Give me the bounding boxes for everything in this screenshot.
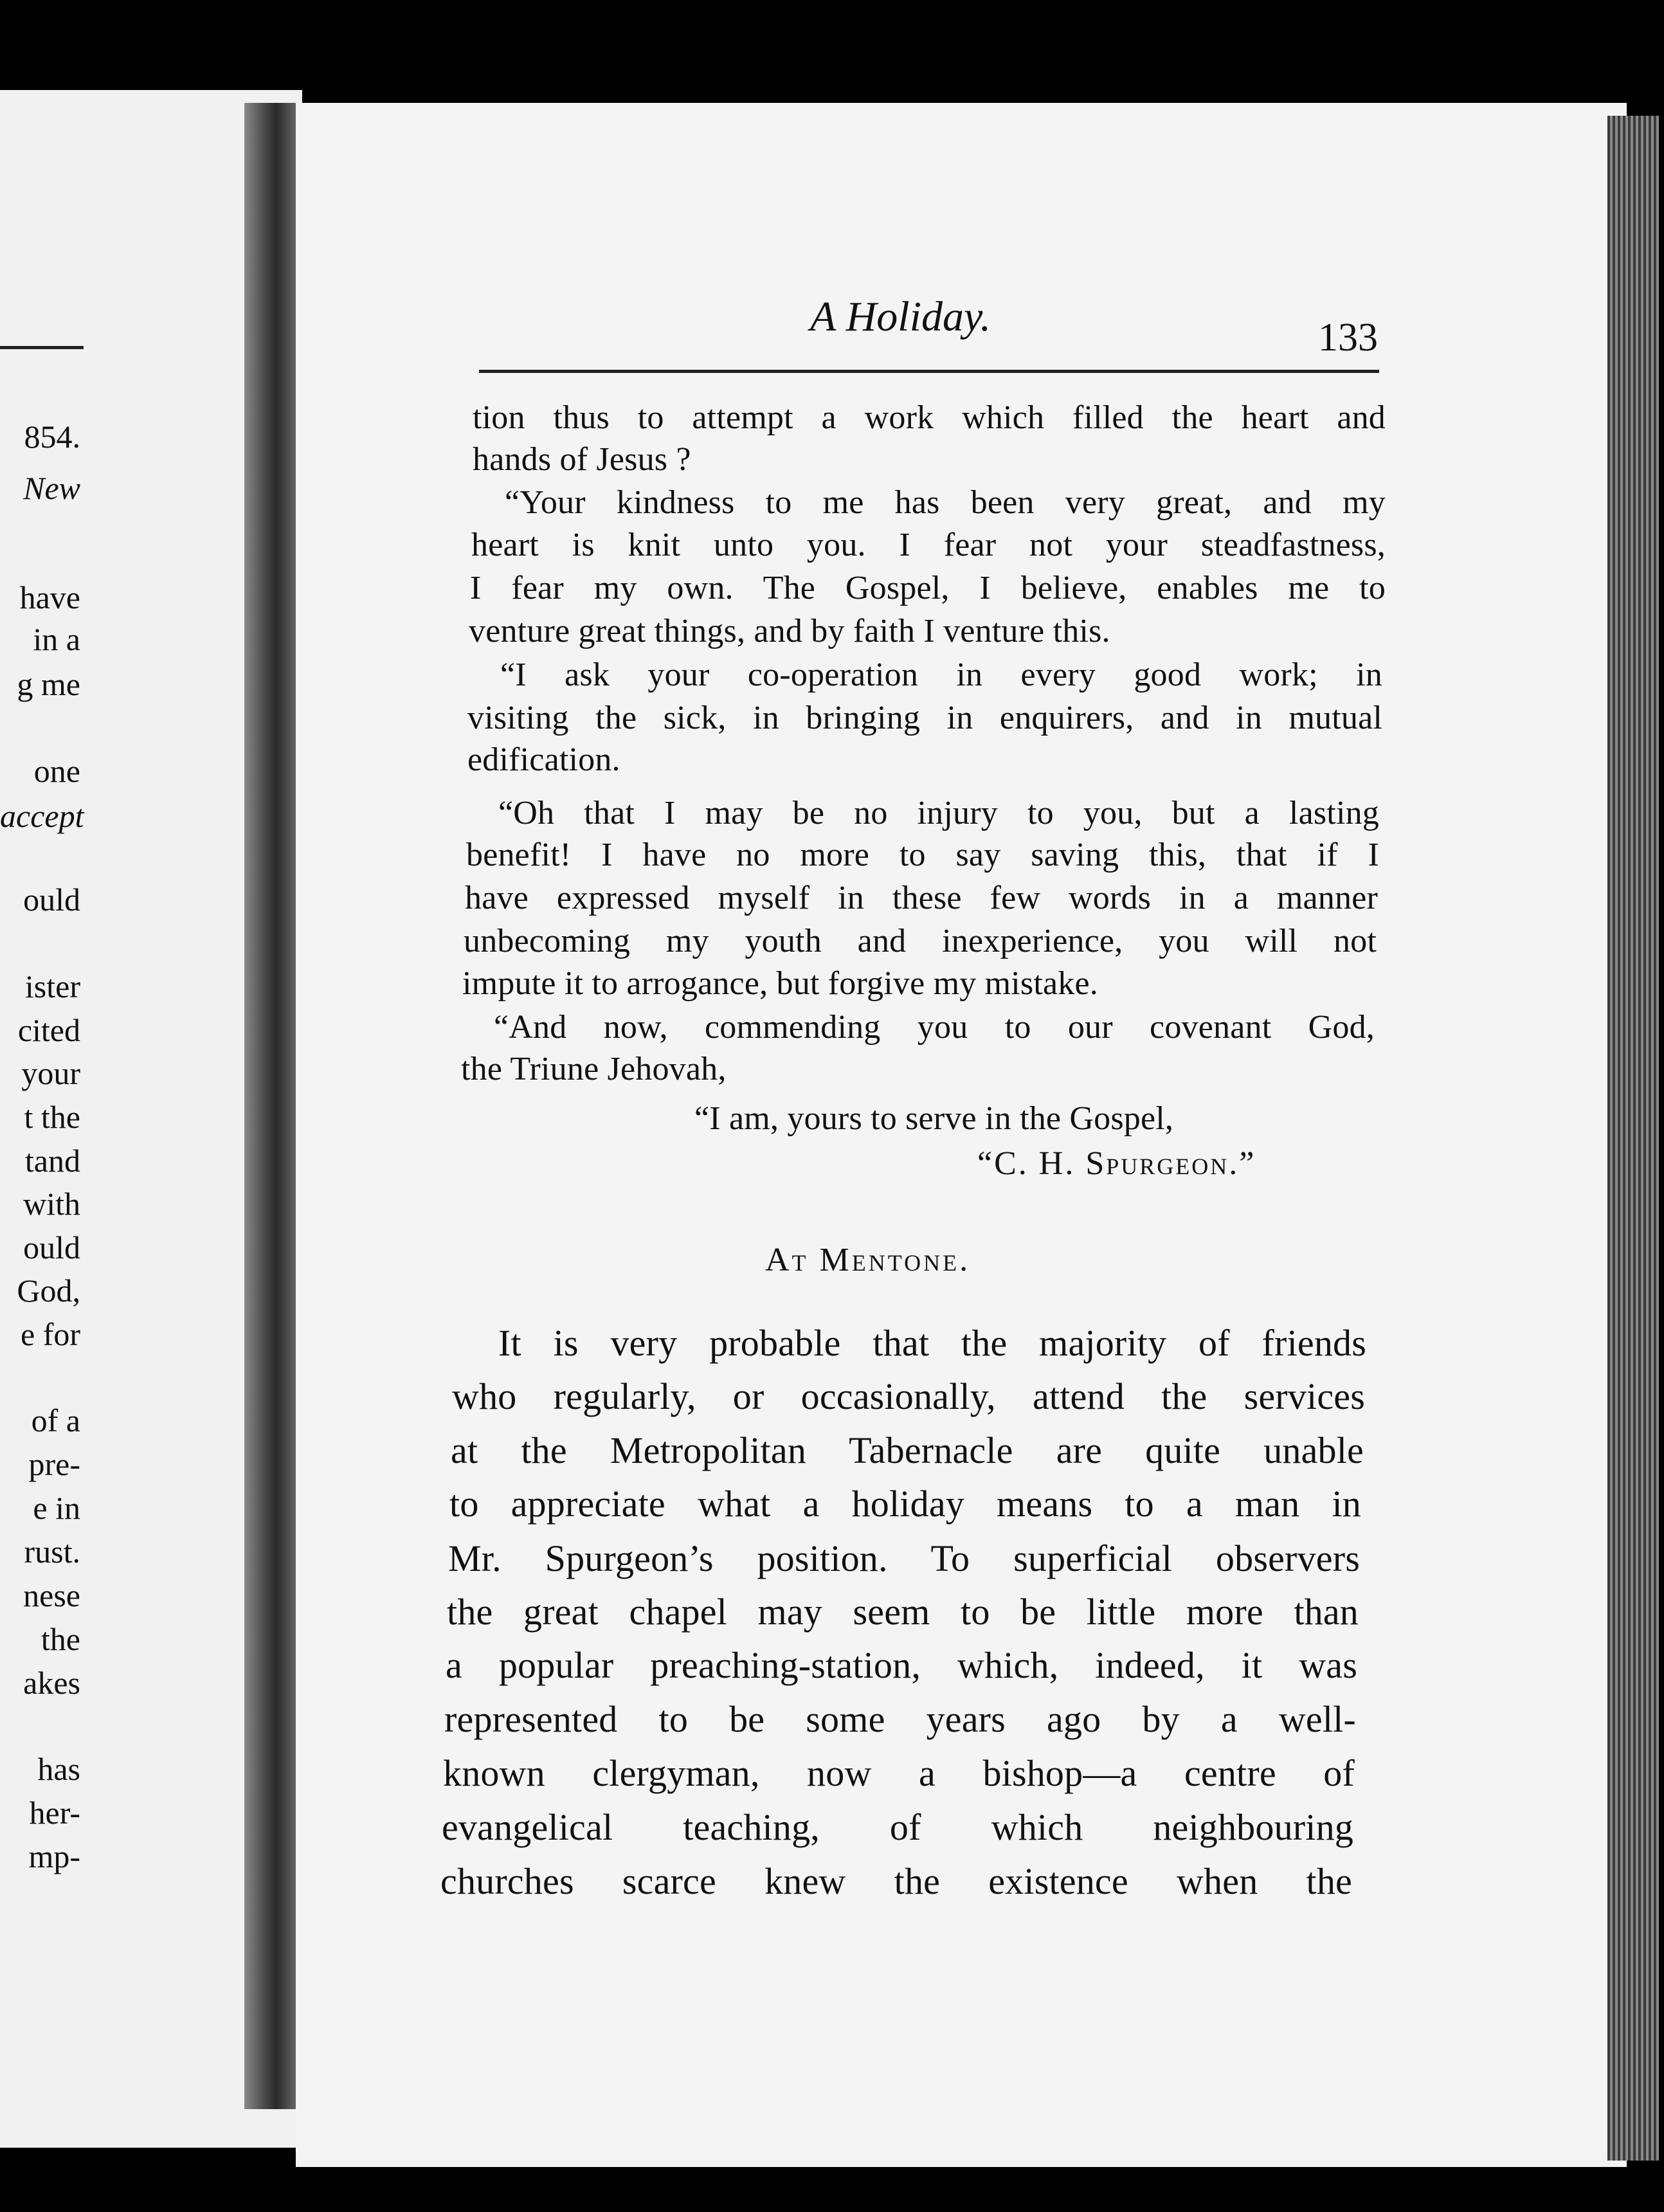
left-page-line: God, bbox=[17, 1273, 80, 1309]
left-page-line: rust. bbox=[24, 1534, 80, 1570]
left-page-line: e for bbox=[21, 1316, 80, 1352]
left-page-line: the bbox=[41, 1621, 80, 1657]
body-line: visiting the sick, in bringing in enquirers, and in mutual bbox=[467, 700, 1382, 736]
left-page-line: ould bbox=[23, 1229, 80, 1265]
signature: “C. H. Spurgeon.” bbox=[977, 1145, 1256, 1182]
body-line: “Your kindness to me has been very great, and my bbox=[505, 484, 1386, 521]
body-line: a popular preaching-station, which, indeed, it was bbox=[446, 1644, 1357, 1686]
body-line: the Triune Jehovah, bbox=[461, 1051, 727, 1087]
body-line: evangelical teaching, of which neighbouring bbox=[442, 1806, 1353, 1848]
left-page-line: nese bbox=[23, 1577, 80, 1613]
body-line: at the Metropolitan Tabernacle are quite unable bbox=[451, 1429, 1364, 1471]
page-edges bbox=[1607, 116, 1659, 2161]
left-page-line: pre- bbox=[28, 1446, 80, 1482]
left-page-line: t the bbox=[24, 1099, 80, 1135]
left-page-line: of a bbox=[31, 1402, 80, 1438]
header-rule bbox=[479, 370, 1379, 373]
body-line: “Oh that I may be no injury to you, but a lasting bbox=[498, 795, 1379, 831]
left-page-line: 854. bbox=[24, 419, 80, 455]
book-gutter bbox=[244, 103, 302, 2109]
left-page-line: one bbox=[33, 753, 80, 789]
body-line: I fear my own. The Gospel, I believe, enables me to bbox=[470, 570, 1386, 606]
body-line: who regularly, or occasionally, attend the services bbox=[452, 1375, 1365, 1417]
body-line: known clergyman, now a bishop—a centre of bbox=[443, 1752, 1355, 1794]
left-page-line: ister bbox=[24, 968, 80, 1004]
body-line: churches scarce knew the existence when the bbox=[440, 1860, 1352, 1902]
left-page-line: g me bbox=[17, 666, 80, 702]
body-line: “And now, commending you to our covenant God, bbox=[494, 1009, 1375, 1046]
left-page-line: tand bbox=[24, 1143, 80, 1179]
left-page-line: have bbox=[19, 579, 80, 615]
body-line: to appreciate what a holiday means to a man in bbox=[449, 1483, 1361, 1525]
body-line: benefit! I have no more to say saving this, that if I bbox=[466, 837, 1379, 873]
left-page-line: accept bbox=[0, 798, 84, 834]
left-page-line: cited bbox=[17, 1012, 80, 1048]
left-page-line: with bbox=[23, 1186, 80, 1222]
left-header-rule bbox=[0, 346, 84, 349]
left-page-line: her- bbox=[29, 1795, 80, 1831]
body-line: Mr. Spurgeon’s position. To superficial observers bbox=[448, 1537, 1360, 1579]
left-page-line: akes bbox=[23, 1665, 80, 1701]
left-page-line: mp- bbox=[28, 1838, 80, 1874]
body-line: hands of Jesus ? bbox=[473, 441, 691, 478]
body-line: edification. bbox=[467, 741, 620, 778]
body-line: represented to be some years ago by a well- bbox=[444, 1698, 1356, 1740]
body-line: tion thus to attempt a work which filled the heart and bbox=[473, 399, 1386, 436]
body-line: the great chapel may seem to be little more than bbox=[447, 1591, 1359, 1633]
left-page-line: New bbox=[23, 470, 80, 506]
left-page-line: has bbox=[37, 1751, 80, 1787]
body-line: impute it to arrogance, but forgive my mistake. bbox=[462, 965, 1098, 1002]
body-line: have expressed myself in these few words in a manner bbox=[465, 880, 1378, 916]
running-head: A Holiday. bbox=[810, 293, 991, 340]
body-line: venture great things, and by faith I venture this. bbox=[469, 613, 1110, 649]
body-line: unbecoming my youth and inexperience, you will not bbox=[464, 923, 1377, 959]
page-number: 133 bbox=[1318, 316, 1378, 359]
section-heading: At Mentone. bbox=[765, 1242, 971, 1278]
body-line: “I ask your co-operation in every good work; in bbox=[500, 657, 1382, 693]
letter-closing: “I am, yours to serve in the Gospel, bbox=[694, 1100, 1174, 1137]
left-page-line: ould bbox=[23, 882, 80, 918]
left-page-line: your bbox=[21, 1055, 80, 1091]
left-page-line: e in bbox=[33, 1490, 80, 1526]
body-line: heart is knit unto you. I fear not your steadfastness, bbox=[471, 527, 1386, 563]
body-line: It is very probable that the majority of friends bbox=[498, 1322, 1366, 1364]
left-page-line: in a bbox=[33, 621, 80, 657]
